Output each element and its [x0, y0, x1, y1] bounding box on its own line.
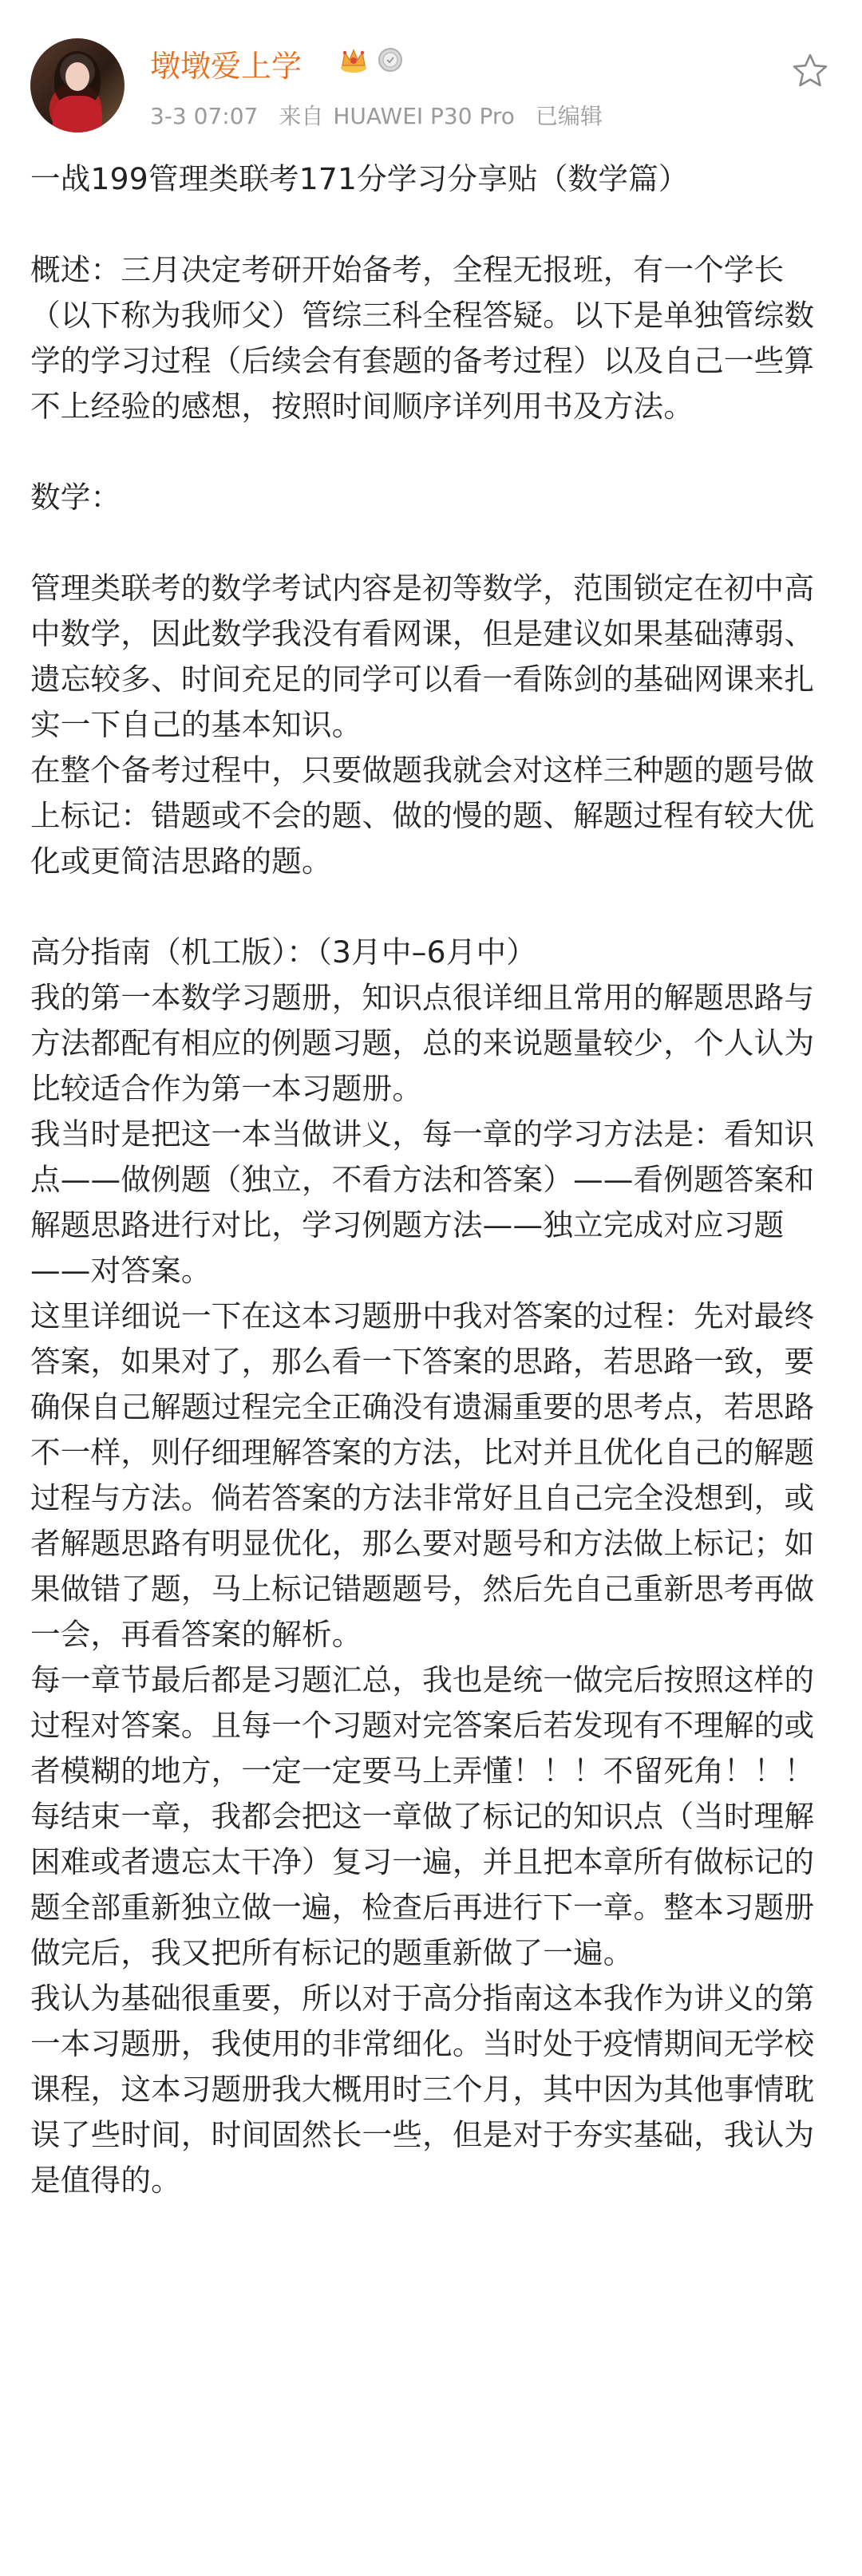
paragraph-conclusion: 我认为基础很重要，所以对于高分指南这本我作为讲义的第一本习题册，我使用的非常细化。当时处于疫情期间无学校课程，这本习题册我大概用时三个月，其中因为其他事情耽误了些时间，时间固然长一些，但是对于夯实基础，我认为是值得的。	[30, 1981, 815, 2198]
overview-paragraph: 概述：三月决定考研开始备考，全程无报班，有一个学长（以下称为我师父）管综三科全程答疑。以下是单独管综数学的学习过程（后续会有套题的备考过程）以及自己一些算不上经验的感想，按照时间顺序详列用书及方法。	[30, 252, 815, 424]
paragraph-marking: 在整个备考过程中，只要做题我就会对这样三种题的题号做上标记：错题或不会的题、做的慢的题、解题过程有较大优化或更简洁思路的题。	[30, 753, 815, 879]
medal-badge-icon[interactable]	[377, 46, 404, 73]
edited-label[interactable]: 已编辑	[535, 103, 603, 129]
source-prefix: 来自	[279, 103, 324, 129]
book-heading: 高分指南（机工版）：（3月中–6月中）	[30, 934, 537, 970]
post-header	[0, 0, 862, 160]
post-body	[30, 156, 836, 2203]
paragraph-book-intro: 我的第一本数学习题册，知识点很详细且常用的解题思路与方法都配有相应的例题习题，总的来说题量较少，个人认为比较适合作为第一本习题册。	[30, 980, 815, 1106]
post-date: 3-3 07:07	[150, 103, 259, 129]
post-meta	[150, 99, 623, 131]
crown-badge-icon[interactable]	[338, 46, 369, 73]
section-label: 数学：	[30, 480, 121, 515]
avatar[interactable]	[30, 38, 125, 132]
paragraph-intro: 管理类联考的数学考试内容是初等数学，范围锁定在初中高中数学，因此数学我没有看网课，但是建议如果基础薄弱、遗忘较多、时间充足的同学可以看一看陈剑的基础网课来扎实一下自己的基本知识。	[30, 571, 815, 742]
paragraph-chapter-review: 每一章节最后都是习题汇总，我也是统一做完后按照这样的过程对答案。且每一个习题对完答案后若发现有不理解的或者模糊的地方，一定一定要马上弄懂！！！不留死角！！！每结束一章，我都会把这一章做了标记的知识点（当时理解困难或者遗忘太干净）复习一遍，并且把本章所有做标记的题全部重新独立做一遍，检查后再进行下一章。整本习题册做完后，我又把所有标记的题重新做了一遍。	[30, 1662, 815, 1970]
paragraph-method: 我当时是把这一本当做讲义，每一章的学习方法是：看知识点——做例题（独立，不看方法和答案）——看例题答案和解题思路进行对比，学习例题方法——独立完成对应习题——对答案。	[30, 1116, 815, 1288]
author-name[interactable]: 墩墩爱上学	[150, 49, 302, 84]
avatar-face	[65, 62, 89, 91]
star-icon	[790, 51, 830, 91]
avatar-dress	[53, 96, 102, 132]
post-title: 一战199管理类联考171分学习分享贴（数学篇）	[30, 161, 689, 196]
favorite-star-button[interactable]	[790, 51, 830, 91]
device-name[interactable]: HUAWEI P30 Pro	[333, 103, 515, 129]
author-badges	[338, 46, 404, 73]
paragraph-checking: 这里详细说一下在这本习题册中我对答案的过程：先对最终答案，如果对了，那么看一下答案的思路，若思路一致，要确保自己解题过程完全正确没有遗漏重要的思考点，若思路不一样，则仔细理解答案的方法，比对并且优化自己的解题过程与方法。倘若答案的方法非常好且自己完全没想到，或者解题思路有明显优化，那么要对题号和方法做上标记；如果做错了题，马上标记错题题号，然后先自己重新思考再做一会，再看答案的解析。	[30, 1298, 815, 1652]
